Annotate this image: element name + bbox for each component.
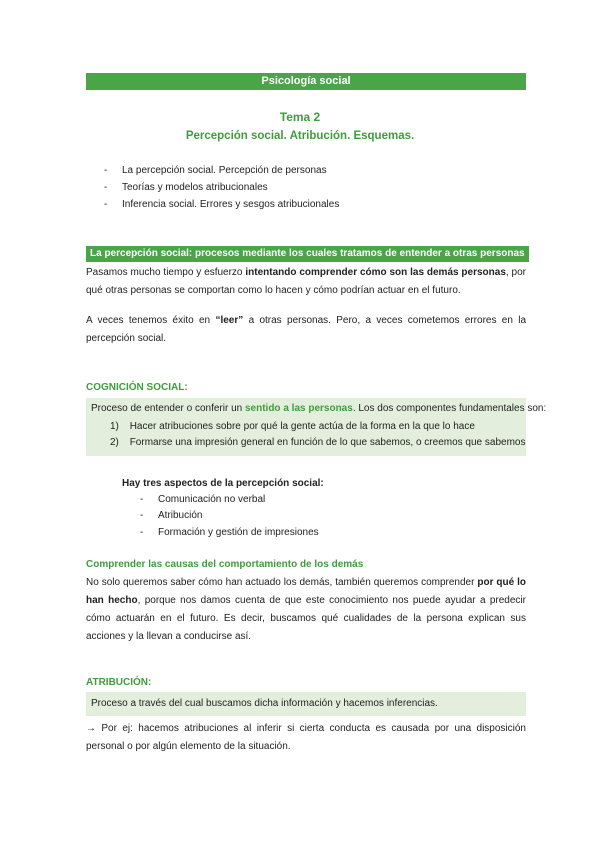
text-run: . Los dos componentes fundamentales son: [352,403,547,414]
list-dash: - [140,494,144,505]
aspect-item-text: Formación y gestión de impresiones [158,527,319,538]
tema-subtitle: Percepción social. Atribución. Esquemas. [185,130,415,142]
text-run: No solo queremos saber cómo han actuado los demás, también queremos comprender [86,577,478,588]
heading-cognicion-social: COGNICIÓN SOCIAL: [86,382,188,393]
toc-item-text: Teorías y modelos atribucionales [122,182,268,193]
paragraph-percepcion [86,264,526,300]
tema-title: Tema 2 [279,110,321,124]
heading-atribucion: ATRIBUCIÓN: [86,677,152,688]
aspect-item-text: Atribución [158,510,203,521]
bold-text: por qué lo han hecho [86,577,526,606]
green-bold-text: sentido a las personas [244,403,353,414]
aspect-item-text: Comunicación no verbal [158,494,266,505]
text-run: Proceso de entender o conferir un [91,403,245,414]
paragraph-causas [86,574,526,646]
definition-box-atribucion [86,692,526,716]
document-header-bar [86,73,526,90]
item-number: 1) [110,421,119,432]
definition-box-cognicion [86,398,547,456]
bold-text: intentando comprender cómo son las demás personas [245,267,506,278]
toc-item-text: La percepción social. Percepción de personas [122,165,327,176]
box-text: Proceso a través del cual buscamos dicha información y hacemos inferencias. [91,698,438,709]
section-heading-bar: La percepción social: procesos mediante los cuales tratamos de entender a otras personas [86,246,529,262]
heading-comprender-causas: Comprender las causas del comportamiento de los demás [86,559,364,570]
list-dash: - [104,199,108,210]
list-dash: - [104,182,108,193]
text-run: A veces tenemos éxito en [86,315,216,326]
document-title: Psicología social [261,75,351,87]
bold-text: “leer” [215,315,244,326]
heading-tres-aspectos: Hay tres aspectos de la percepción social: [122,478,324,489]
numbered-item [110,437,525,448]
item-number: 2) [110,437,119,448]
text-run: , porque nos damos cuenta de que este conocimiento nos puede ayudar a predecir cómo actuarán en el futuro. Es decir, buscamos qué cualidades de la persona explican sus acciones y la llevan a conducirse así. [86,595,526,642]
text-run: Pasamos mucho tiempo y esfuerzo [86,267,246,278]
box-text [91,403,546,414]
numbered-item [110,421,475,432]
paragraph-leer [86,312,526,348]
text-run: a otras personas. Pero, a veces cometemos errores en la percepción social. [86,315,527,344]
toc-item-text: Inferencia social. Errores y sesgos atribucionales [122,199,340,210]
list-dash: - [104,165,108,176]
item-text: Formarse una impresión general en función de lo que sabemos, o creemos que sabemos [129,437,526,448]
list-dash: - [140,510,144,521]
item-text: Hacer atribuciones sobre por qué la gente actúa de la forma en la que lo hace [129,421,475,432]
list-dash: - [140,527,144,538]
text-run: , por qué otras personas se comportan como lo hacen y cómo podrían actuar en el futuro. [86,267,526,296]
paragraph-atribucion-ejemplo: → Por ej: hacemos atribuciones al inferir si cierta conducta es causada por una disposición personal o por algún elemento de la situación. [86,723,526,752]
